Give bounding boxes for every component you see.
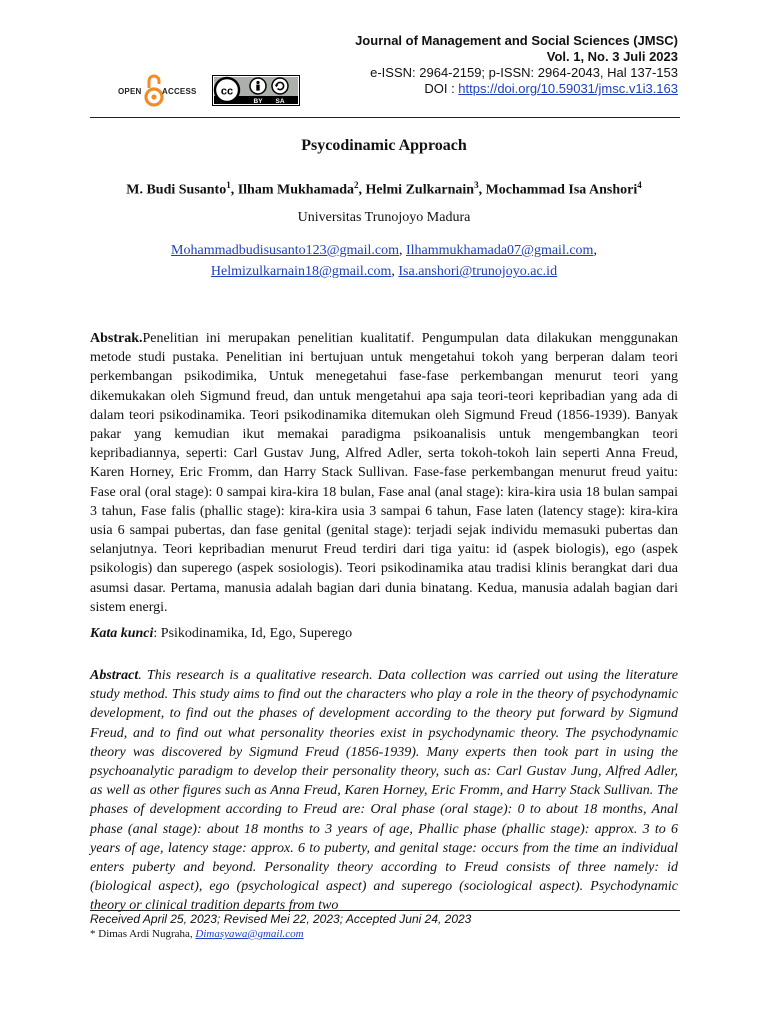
keywords-line <box>90 626 352 642</box>
author-2: Ilham Mukhamada <box>237 182 355 198</box>
cc-by-label: BY <box>253 98 263 105</box>
journal-doi <box>355 81 678 97</box>
footer-divider <box>90 910 680 911</box>
svg-text:cc: cc <box>220 85 234 98</box>
corresponding-author <box>90 928 304 940</box>
author-3: Helmi Zulkarnain <box>365 182 475 198</box>
journal-issn: e-ISSN: 2964-2159; p-ISSN: 2964-2043, Hal 137-153 <box>370 65 678 80</box>
received-dates: Received April 25, 2023; Revised Mei 22, 2023; Accepted Juni 24, 2023 <box>90 912 472 926</box>
author-3-affil-mark: 3 <box>474 180 479 190</box>
doi-label: DOI : <box>424 81 459 96</box>
open-access-logo <box>118 74 202 110</box>
sa-share-alike-icon <box>272 78 288 94</box>
keywords-label: Kata kunci <box>90 626 154 641</box>
cc-by-sa-badge <box>212 75 300 106</box>
author-1: M. Budi Susanto <box>126 182 227 198</box>
author-4-affil-mark: 4 <box>637 180 642 190</box>
author-1-affil-mark: 1 <box>226 180 231 190</box>
open-access-text-left: OPEN <box>118 87 142 96</box>
abstrak-text: Penelitian ini merupakan penelitian kualitatif. Pengumpulan data dilakukan menggunakan metode studi pustaka. Penelitian ini bertujuan untuk mengetahui tokoh yang berperan dalam teori perkembangan psikodimika, Untuk menegetahui fase-fase perkembangan menurut teori yang dikemukakan oleh Sigmund freud, dan untuk mengetahui apa saja teori-teori kepribadian yang ada di dalam teori psikodinamika. Teori psikodinamika ditemukan oleh Sigmund Freud (1856-1939). Banyak pakar yang kemudian ikut memakai paradigma psikoanalisis untuk mengembangkan teori kepribadiannya, seperti: Carl Gustav Jung, Alfred Adler, serta tokoh-tokoh lain seperti Anna Freud, Karen Horney, Eric Fromm, dan Harry Stack Sullivan. Fase-fase perkembangan menurut freud yaitu: Fase oral (oral stage): 0 sampai kira-kira 18 bulan, Fase anal (anal stage): kira-kira usia 18 bulan sampai 3 tahun, Fase falis (phallic stage): kira-kira usia 3 sampai 6 tahun, Fase laten (latency stage): kira-kira usia 6 sampai pubertas, dan fase genital (genital stage): terjadi sejak individu memasuki pubertas dan selanjutnya. Teori kepribadian menurut Freud terdiri dari tiga yaitu: id (aspek biologis), ego (aspek psikologis) dan superego (aspek sosiologis). Teori psikodinamika atau tradisi klinis berangkat dari dua asumsi dasar. Pertama, manusia adalah bagian dari dunia binatang. Kedua, manusia adalah bagian dari sistem energi. <box>90 331 678 615</box>
abstrak-paragraph <box>90 329 678 617</box>
author-separator: , <box>230 182 238 198</box>
abstract-english-paragraph <box>90 666 678 914</box>
journal-header <box>355 33 678 97</box>
author-list <box>0 180 768 199</box>
email-link-4[interactable]: Isa.anshori@trunojoyo.ac.id <box>398 264 558 279</box>
abstract-english-text: . This research is a qualitative research. Data collection was carried out using the literature study method. This study aims to find out the characters who play a role in the theory of psychodynamic development, to find out the phases of development according to the theory put forward by Sigmund Freud, and to find out what personality theories exist in psychodynamic theory. The psychodynamic theory was discovered by Sigmund Freud (1856-1939). Many experts then took part in using the psychoanalytic paradigm to develop their personality theory, such as: Carl Gustav Jung, Alfred Adler, as well as other figures such as Anna Freud, Karen Horney, Eric Fromm, and Harry Stack Sullivan. The phases of development according to Freud are: Oral phase (oral stage): 0 to about 18 months, Anal phase (anal stage): about 18 months to 3 years of age, Phallic phase (phallic stage): approx. 3 to 6 years of age, latency stage: approx. 6 to puberty, and genital stage: occurs from the time an individual enters puberty and beyond. Personality theory according to Freud consists of three namely: id (biological aspect), ego (psychological aspect) and superego (sociological aspect). Psychodynamic theory or clinical tradition departs from two <box>90 668 678 914</box>
keywords-text: : Psikodinamika, Id, Ego, Superego <box>153 626 353 641</box>
cc-sa-label: SA <box>275 98 285 105</box>
journal-volume: Vol. 1, No. 3 Juli 2023 <box>546 49 678 64</box>
paper-title: Psycodinamic Approach <box>301 137 467 154</box>
email-link-1[interactable]: Mohammadbudisusanto123@gmail.com <box>171 243 399 258</box>
abstrak-label: Abstrak. <box>90 331 143 346</box>
email-link-2[interactable]: Ilhammukhamada07@gmail.com <box>405 243 594 258</box>
author-separator: , <box>478 182 486 198</box>
open-lock-icon <box>145 74 163 108</box>
author-emails: Mohammadbudisusanto123@gmail.com, Ilhammukhamada07@gmail.com, Helmizulkarnain18@gmail.com, Isa.anshori@trunojoyo.ac.id <box>171 243 597 279</box>
open-access-text-right: ACCESS <box>162 87 197 96</box>
corresponding-author-email[interactable]: Dimasyawa@gmail.com <box>195 928 304 940</box>
header-divider <box>90 117 680 118</box>
abstract-english-label: Abstract <box>90 668 139 683</box>
author-4: Mochammad Isa Anshori <box>485 182 638 198</box>
corresponding-author-name: * Dimas Ardi Nugraha, <box>90 928 196 940</box>
doi-link[interactable]: https://doi.org/10.59031/jmsc.v1i3.163 <box>458 81 678 96</box>
email-link-3[interactable]: Helmizulkarnain18@gmail.com <box>210 264 392 279</box>
author-separator: , <box>358 182 366 198</box>
author-2-affil-mark: 2 <box>354 180 359 190</box>
journal-name: Journal of Management and Social Sciences (JMSC) <box>355 33 678 48</box>
affiliation: Universitas Trunojoyo Madura <box>297 210 471 225</box>
